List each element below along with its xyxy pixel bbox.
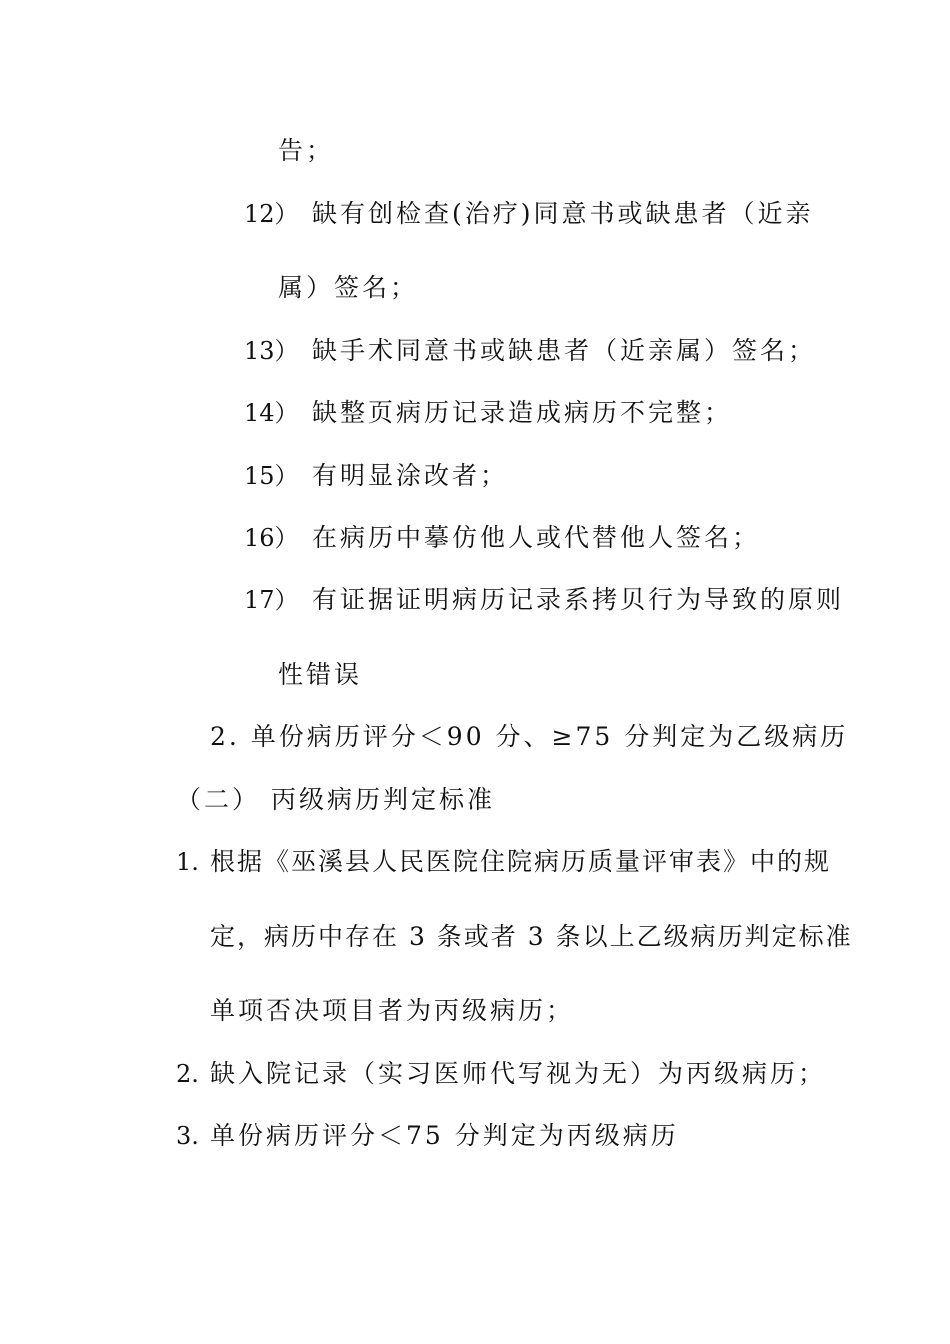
list-item-text: 根据《巫溪县人民医院住院病历质量评审表》中的规 bbox=[210, 847, 832, 876]
list-item-continuation: 告； bbox=[278, 136, 335, 165]
list-item-number: 13） bbox=[244, 337, 299, 365]
list-item-number: 1. bbox=[176, 848, 199, 876]
list-item-number: 14） bbox=[244, 399, 299, 427]
list-item-number: 17） bbox=[244, 586, 299, 614]
list-item-text: 有明显涂改者； bbox=[312, 461, 509, 490]
list-item-text: 缺入院记录（实习医师代写视为无）为丙级病历； bbox=[210, 1059, 827, 1088]
list-item-number: 12） bbox=[244, 200, 299, 228]
criteria-item: 2. 单份病历评分＜90 分、≥75 分判定为乙级病历 bbox=[210, 722, 849, 751]
list-item-continuation: 属）签名； bbox=[278, 273, 419, 302]
list-item-text: 缺手术同意书或缺患者（近亲属）签名； bbox=[312, 336, 817, 365]
list-item-continuation: 性错误 bbox=[278, 660, 363, 689]
list-item-continuation: 定，病历中存在 3 条或者 3 条以上乙级病历判定标准 bbox=[210, 922, 853, 951]
list-item-text: 缺整页病历记录造成病历不完整； bbox=[312, 398, 733, 427]
list-item-number: 2. bbox=[176, 1060, 199, 1088]
list-item-text: 单份病历评分＜75 分判定为丙级病历 bbox=[210, 1121, 679, 1150]
section-title: （二） 丙级病历判定标准 bbox=[176, 785, 495, 814]
list-item-number: 3. bbox=[176, 1122, 199, 1150]
list-item-number: 15） bbox=[244, 462, 299, 490]
list-item-text: 缺有创检查(治疗)同意书或缺患者（近亲 bbox=[312, 199, 814, 228]
list-item-continuation: 单项否决项目者为丙级病历； bbox=[210, 996, 575, 1025]
list-item-number: 16） bbox=[244, 524, 299, 552]
list-item-text: 有证据证明病历记录系拷贝行为导致的原则 bbox=[312, 585, 845, 614]
list-item-text: 在病历中摹仿他人或代替他人签名； bbox=[312, 523, 761, 552]
